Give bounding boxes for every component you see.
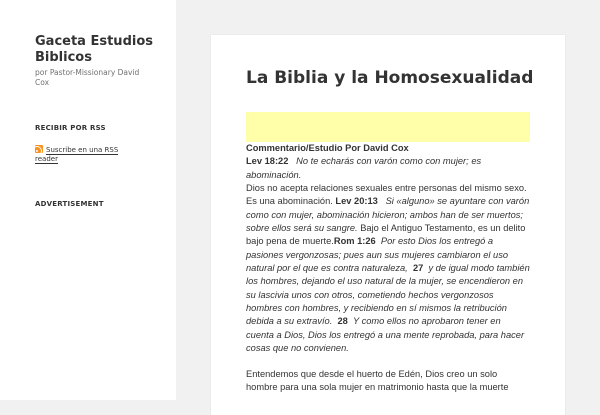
verse-quote: Si «alguno» se ayuntare con varón como con mujer, abominación hicieron; ambos han de ser muertos; sobre ellos será su sangre. — [246, 196, 530, 234]
byline: Commentario/Estudio Por David Cox — [246, 143, 409, 153]
rss-subscribe-link[interactable] — [35, 145, 135, 164]
verse-ref: 28 — [337, 316, 348, 327]
article-content — [246, 142, 530, 394]
verse-ref: Lev 18:22 — [246, 156, 289, 167]
rss-icon — [35, 145, 43, 153]
verse-quote: y de igual modo también los hombres, dejando el uso natural de la mujer, se encendieron en su lascivia unos con otros, cometiendo hechos vergonzosos hombres con hombres, y recibiendo en sí mismos la retribución debida a su extravío. — [246, 263, 530, 327]
article — [211, 35, 565, 415]
site-title[interactable]: Gaceta Estudios Biblicos — [35, 34, 153, 65]
page-title: La Biblia y la Homosexualidad — [246, 68, 534, 88]
verse-quote: Por esto Dios los entregó a pasiones vergonzosas; pues aun sus mujeres cambiaron el uso natural por el que es contra naturaleza, — [246, 236, 509, 274]
site-description: por Pastor-Missionary David Cox — [35, 68, 140, 87]
advertisement-widget-title: ADVERTISEMENT — [35, 200, 104, 208]
commentary-text: Dios no acepta relaciones sexuales entre personas del mismo sexo. Es una abominación. — [246, 183, 527, 207]
article-paragraph-1 — [246, 142, 530, 356]
verse-quote: No te echarás con varón como con mujer; es abominación. — [246, 156, 482, 180]
verse-ref: Lev 20:13 — [335, 196, 378, 207]
sidebar — [0, 0, 176, 400]
verse-ref: 27 — [412, 263, 424, 274]
rss-link-label: Suscribe en una RSS reader — [35, 146, 119, 163]
article-paragraph-2: Entendemos que desde el huerto de Edén, Dios creo un solo hombre para una sola mujer en matrimonio hasta que la muerte — [246, 368, 509, 392]
verse-quote: Y como ellos no aprobaron tener en cuenta a Dios, Dios los entregó a una mente reprobada, para hacer cosas que no convienen. — [246, 316, 525, 354]
highlight-box — [246, 112, 530, 142]
commentary-text: Bajo el Antiguo Testamento, es un delito bajo pena de muerte. — [246, 223, 526, 247]
rss-widget-title: RECIBIR POR RSS — [35, 124, 106, 132]
verse-ref: Rom 1:26 — [333, 236, 376, 247]
